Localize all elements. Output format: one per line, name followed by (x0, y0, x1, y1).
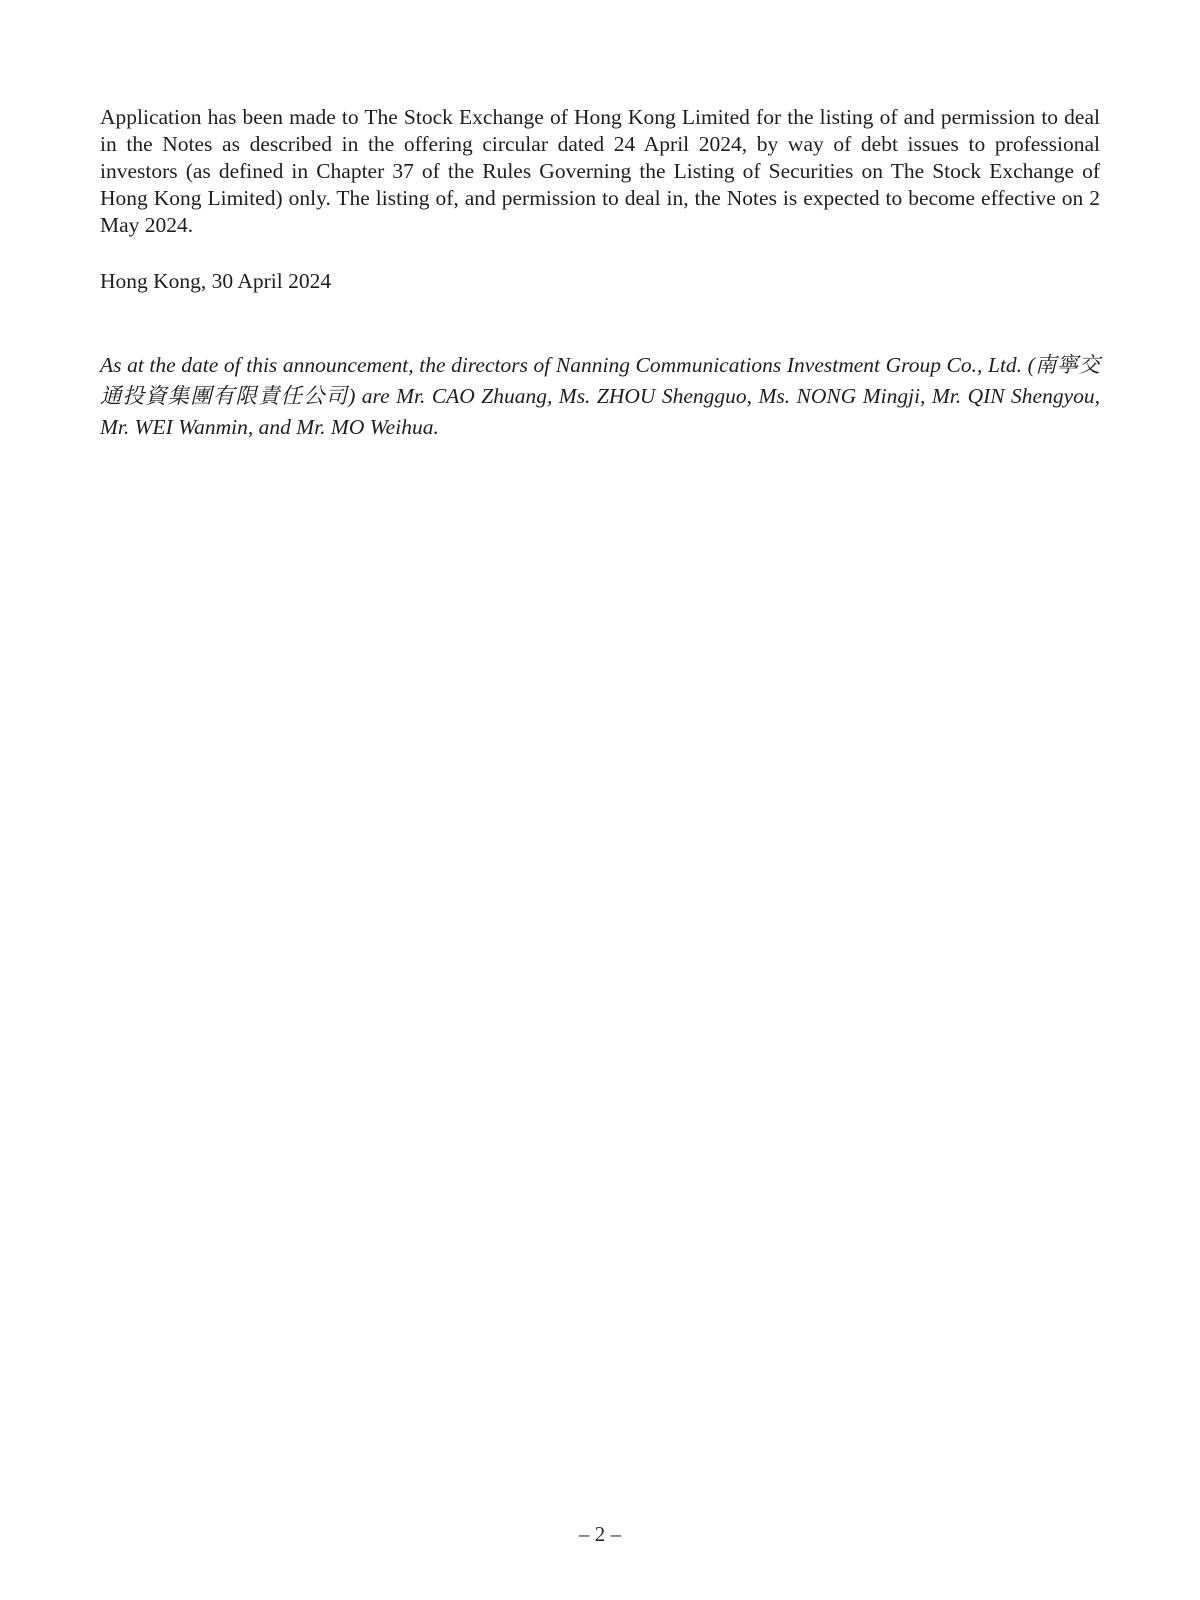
page-content (100, 104, 1100, 443)
directors-statement: As at the date of this announcement, the directors of Nanning Communications Investment Group Co., Ltd. (南寧交通投資集團有限責任公司) are Mr. CAO Zhuang, Ms. ZHOU Shengguo, Ms. NONG Mingji, Mr. QIN Shengyou, Mr. WEI Wanmin, and Mr. MO Weihua. (100, 353, 1100, 439)
dateline: Hong Kong, 30 April 2024 (100, 269, 332, 293)
listing-application-paragraph: Application has been made to The Stock Exchange of Hong Kong Limited for the listing of and permission to deal in the Notes as described in the offering circular dated 24 April 2024, by way of debt issues to professional investors (as defined in Chapter 37 of the Rules Governing the Listing of Securities on The Stock Exchange of Hong Kong Limited) only. The listing of, and permission to deal in, the Notes is expected to become effective on 2 May 2024. (100, 105, 1100, 237)
page-number: – 2 – (579, 1522, 621, 1546)
